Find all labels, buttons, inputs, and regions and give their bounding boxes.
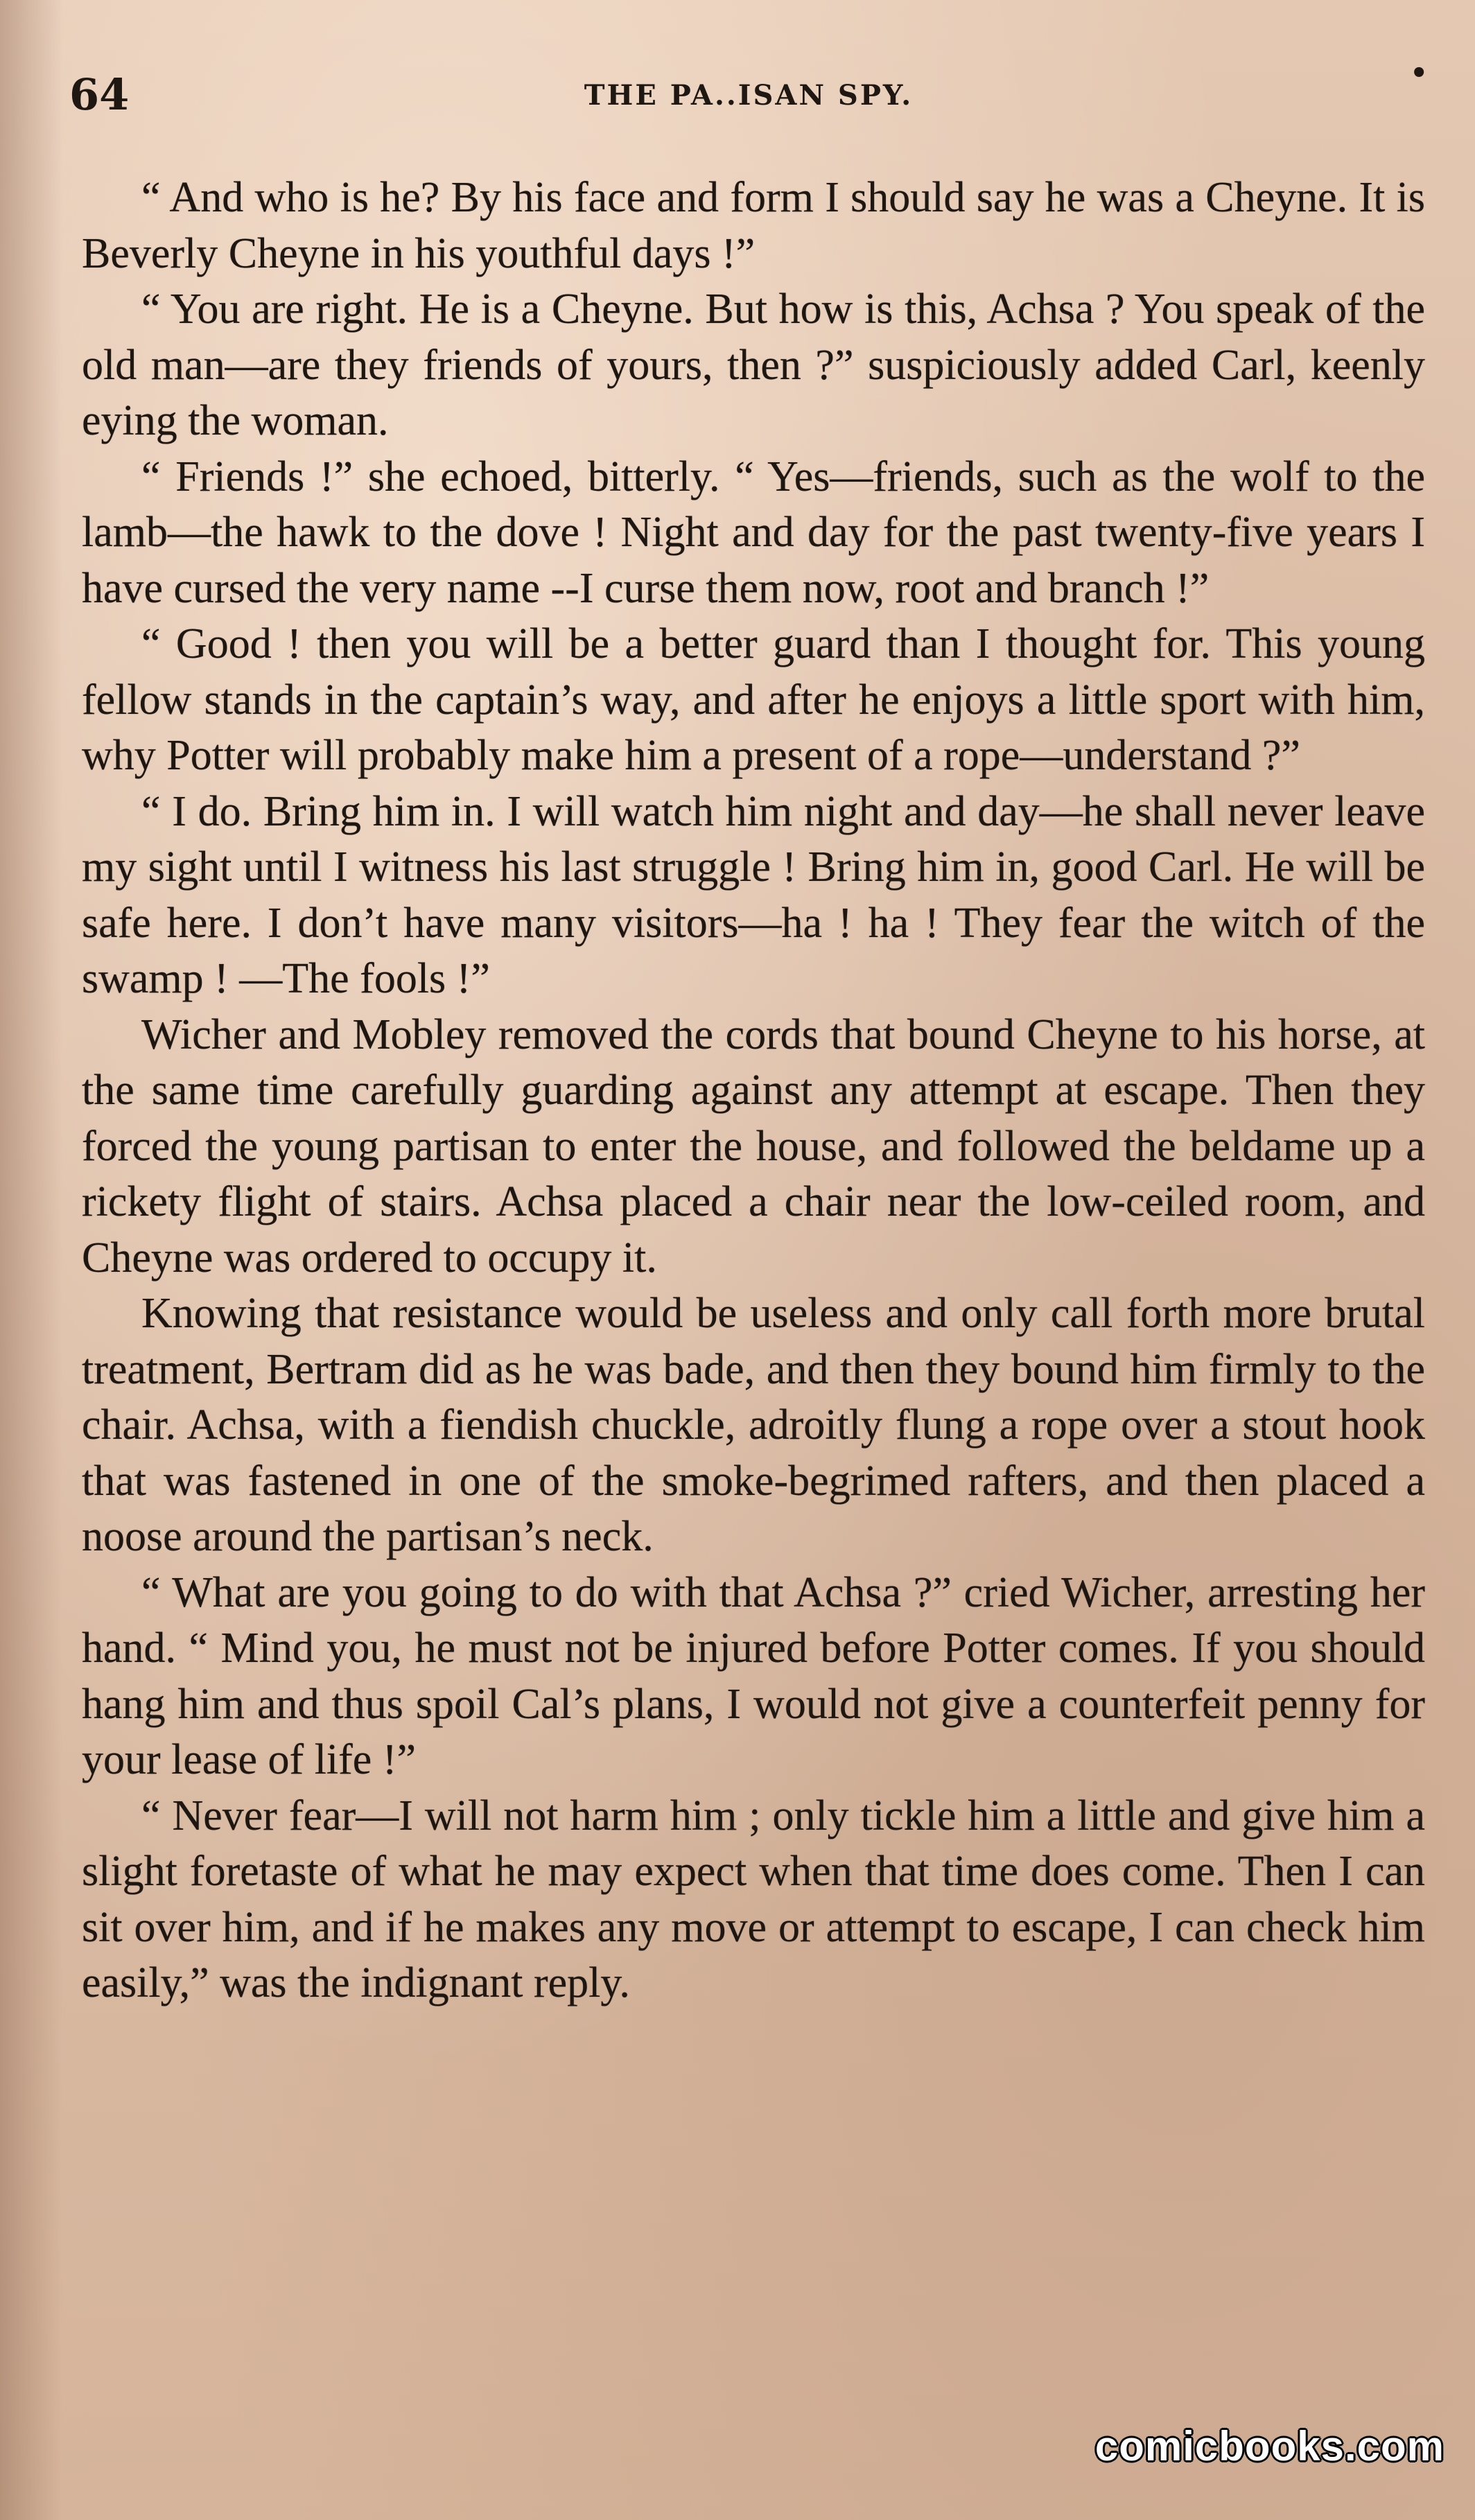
paragraph: Wicher and Mobley removed the cords that bound Cheyne to his horse, at the same time carefully guarding against any attempt at escape. Then they forced the young partisan to enter the house, and followed the beldame up a rickety flight of stairs. Achsa placed a chair near the low-ceiled room, and Cheyne was ordered to occupy it. [82,1010,1425,1281]
watermark: comicbooks.com [1094,2423,1445,2469]
page-number: 64 [69,69,130,120]
page-edge-shadow [0,0,62,2520]
paragraph: “ Never fear—I will not harm him ; only tickle him a little and give him a slight foretaste of what he may expect when that time does come. Then I can sit over him, and if he makes any move or attempt to escape, I can check him easily,” was the indignant reply. [82,1792,1425,2006]
running-head: THE PA..ISAN SPY. [584,79,914,112]
paragraph: “ I do. Bring him in. I will watch him night and day—he shall never leave my sight until I witness his last struggle ! Bring him in, good Carl. He will be safe here. I don’t have many visitors—ha ! ha ! They fear the witch of the swamp ! —The fools !” [82,787,1425,1002]
page-header [69,57,1428,119]
paragraph: “ And who is he? By his face and form I should say he was a Cheyne. It is Beverly Cheyne in his youthful days !” [82,174,1425,277]
paragraph: Knowing that resistance would be useless and only call forth more brutal treatment, Bertram did as he was bade, and then they bound him firmly to the chair. Achsa, with a fiendish chuckle, adroitly flung a rope over a stout hook that was fastened in one of the smoke-begrimed rafters, and then placed a noose around the partisan’s neck. [82,1290,1425,1560]
paragraph: “ What are you going to do with that Achsa ?” cried Wicher, arresting her hand. “ Mind you, he must not be injured before Potter comes. If you should hang him and thus spoil Cal’s plans, I would not give a counterfeit penny for your lease of life !” [82,1568,1425,1783]
body-text [82,170,1425,2011]
paragraph: “ Friends !” she echoed, bitterly. “ Yes—friends, such as the wolf to the lamb—the hawk to the dove ! Night and day for the past twenty-five years I have cursed the very name --I curse them now, root and branch !” [82,453,1425,612]
corner-mark: • [1410,57,1428,89]
paragraph: “ You are right. He is a Cheyne. But how is this, Achsa ? You speak of the old man—are they friends of yours, then ?” suspiciously added Carl, keenly eying the woman. [82,286,1425,444]
paragraph: “ Good ! then you will be a better guard than I thought for. This young fellow stands in the captain’s way, and after he enjoys a little sport with him, why Potter will probably make him a present of a rope—understand ?” [82,620,1425,779]
